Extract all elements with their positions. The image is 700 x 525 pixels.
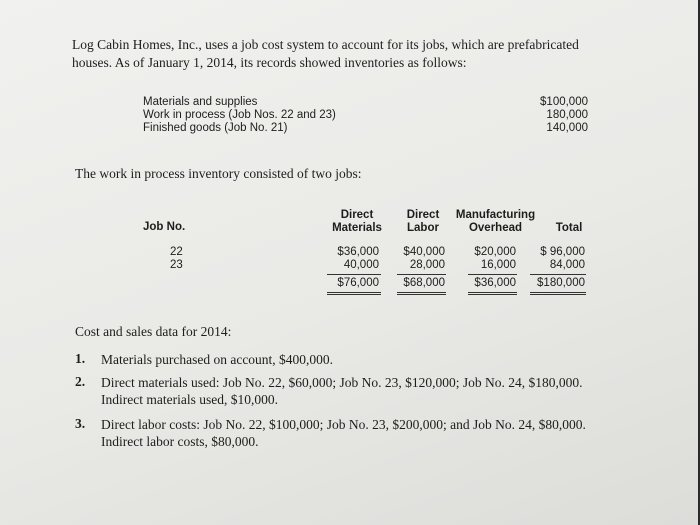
total-overhead: $36,000 xyxy=(474,277,516,289)
cell-overhead: 16,000 xyxy=(480,259,516,271)
header-mo-line2: Overhead xyxy=(468,222,523,234)
cell-direct-materials: 40,000 xyxy=(343,259,379,271)
item-line-2: Indirect materials used, $10,000. xyxy=(101,392,278,407)
header-total: Total xyxy=(555,222,583,234)
total-double-rule xyxy=(530,294,586,295)
header-dm-line2: Materials xyxy=(332,222,382,234)
cell-total: $ 96,000 xyxy=(540,246,585,258)
header-dl-line1: Direct xyxy=(406,209,440,221)
total-double-rule xyxy=(468,294,517,295)
cell-total: 84,000 xyxy=(549,259,585,271)
subtotal-rule xyxy=(397,274,446,275)
header-direct-materials xyxy=(322,209,392,235)
wip-intro: The work in process inventory consisted of two jobs: xyxy=(75,166,362,181)
subtotal-rule xyxy=(327,274,381,275)
item-line-2: Indirect labor costs, $80,000. xyxy=(101,434,259,449)
cost-intro: Cost and sales data for 2014: xyxy=(75,324,232,339)
inventory-label: Materials and supplies xyxy=(143,96,258,108)
header-job-no: Job No. xyxy=(143,221,186,233)
total-double-rule xyxy=(530,292,586,293)
total-double-rule xyxy=(327,292,381,293)
total-double-rule xyxy=(468,292,517,293)
item-line-1: Direct materials used: Job No. 22, $60,000; Job No. 23, $120,000; Job No. 24, $180,000. xyxy=(101,375,583,390)
inventory-amount: 180,000 xyxy=(546,109,588,121)
job-number: 22 xyxy=(170,246,183,258)
cell-direct-labor: $40,000 xyxy=(403,246,445,258)
item-number: 3. xyxy=(75,416,86,431)
job-number: 23 xyxy=(170,259,183,271)
total-double-rule xyxy=(397,292,446,293)
header-mo-line1: Manufacturing xyxy=(455,209,536,221)
intro-paragraph xyxy=(72,36,672,72)
item-line-1: Direct labor costs: Job No. 22, $100,000; Job No. 23, $200,000; and Job No. 24, $80,000. xyxy=(101,417,586,432)
header-dl-line2: Labor xyxy=(407,222,439,234)
header-dm-line1: Direct xyxy=(340,209,374,221)
header-manufacturing-overhead xyxy=(448,209,543,235)
inventory-row xyxy=(143,122,588,136)
list-item xyxy=(101,351,333,368)
subtotal-rule xyxy=(468,274,517,275)
cell-overhead: $20,000 xyxy=(474,246,516,258)
subtotal-rule xyxy=(530,274,586,275)
inventory-amount: 140,000 xyxy=(546,122,588,134)
cell-direct-labor: 28,000 xyxy=(409,259,445,271)
cell-direct-materials: $36,000 xyxy=(337,246,379,258)
list-item xyxy=(101,416,586,450)
inventory-label: Finished goods (Job No. 21) xyxy=(143,122,288,134)
total-direct-materials: $76,000 xyxy=(337,277,379,289)
list-item xyxy=(101,374,582,408)
total-direct-labor: $68,000 xyxy=(403,277,445,289)
total-double-rule xyxy=(397,294,446,295)
inventory-label: Work in process (Job Nos. 22 and 23) xyxy=(143,109,336,121)
inventory-row xyxy=(143,109,588,123)
intro-line-1: Log Cabin Homes, Inc., uses a job cost system to account for its jobs, which are prefabricated xyxy=(72,37,579,52)
total-double-rule xyxy=(327,294,381,295)
total-total: $180,000 xyxy=(537,277,585,289)
inventory-row xyxy=(143,96,588,110)
item-number: 1. xyxy=(75,351,86,366)
inventory-amount: $100,000 xyxy=(540,96,588,108)
item-line-1: Materials purchased on account, $400,000. xyxy=(101,352,334,367)
intro-line-2: houses. As of January 1, 2014, its records showed inventories as follows: xyxy=(72,55,467,70)
header-direct-labor xyxy=(398,209,448,235)
item-number: 2. xyxy=(75,374,86,389)
